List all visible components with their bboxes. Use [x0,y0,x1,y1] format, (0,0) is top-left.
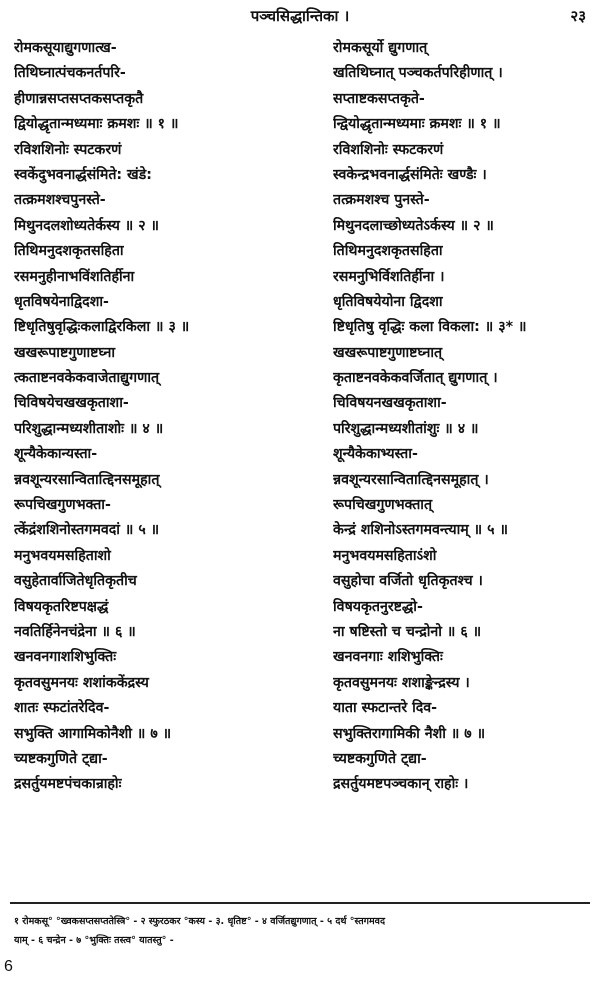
footnote-line: १ रोमकसू° °ख्वकसप्तसप्ततेस्त्रि° - २ स्फुरठकर °कस्य - ३. धृतिष्ट° - ४ वर्जितद्युगणात् - ५ दर्थ °स्तगमवद [14,916,385,927]
right-line: च्यष्टकगुणिते ट्द्या- [333,750,427,767]
right-line: सभुक्तिरागामिकी नैशी ॥ ७ ॥ [333,725,486,742]
right-line: रूपचिखगुणभक्तात् [333,497,433,514]
left-verse [14,138,299,240]
right-column [333,36,600,798]
left-line: तत्क्रमशश्चपुनस्ते- [14,192,106,209]
left-line: तिथिमनुदशकृतसहिता [14,243,124,260]
left-verse [14,645,299,747]
left-line: धृतविषयेनाद्विदशा- [14,293,109,310]
left-line: च्यष्टकगुणिते ट्द्या- [14,750,108,767]
right-line: मिथुनदलाच्छोध्यतेऽर्कस्य ॥ २ ॥ [333,217,494,234]
left-line: शून्यैकेकान्यस्ता- [14,446,98,463]
left-verse [14,341,299,443]
left-verse [14,239,299,341]
right-line: कृताष्टनवकेकवर्जितात् द्युगणात् । [333,370,498,387]
right-line: शून्यैकेकाभ्यस्ता- [333,446,418,463]
left-line: रसमनुहीनाभविंशतिर्हीना [14,268,135,285]
right-line: तिथिमनुदशकृतसहिता [333,243,443,260]
running-title: पञ्चसिद्धान्तिका । [250,7,350,25]
left-line: कृतवसुमनयः शशांककेंद्रस्य [14,674,149,691]
left-line: शातः स्फटांतरेदिव- [14,700,110,717]
left-line: त्कताष्टनवकेकवाजेताद्युगणात् [14,370,160,387]
left-line: हीणान्नसप्तसप्तकसप्तकृतै [14,90,144,107]
right-line: केन्द्रं शशिनोऽस्तगमवन्त्याम् ॥ ५ ॥ [333,522,508,539]
right-line: याता स्फटान्तरे दिव- [333,700,438,717]
right-line: मनुभवयमसहिताऽंशो [333,547,437,564]
left-line: रोमकसूयाद्युगणात्ख- [14,40,117,56]
right-verse [333,645,600,747]
right-line: विषयकृतनुरष्टद्धो- [333,598,423,615]
footnotes [14,912,590,950]
left-line: चिविषयेचखखकृताशा- [14,395,129,412]
left-line: द्वियोद्धृतान्मध्यमाः क्रमशः ॥ १ ॥ [14,116,179,133]
left-column [14,36,299,798]
left-verse [14,36,299,138]
left-line: खखरूपाष्टगुणाष्टघ्ना [14,344,115,361]
right-line: कृतवसुमनयः शशाङ्केन्द्रस्य । [333,674,470,691]
left-line: विषयकृतरिष्टपक्षद्धं [14,598,109,615]
right-line: रसमनुभिर्विशतिर्हीना । [333,268,445,285]
right-verse [333,341,600,443]
right-line: द्रसर्तुयमष्टपञ्चकान् राहोः । [333,776,469,793]
right-line: रविशशिनोः स्फटकरणं [333,141,444,158]
right-line: तत्क्रमशश्च पुनस्ते- [333,192,430,209]
right-line: खनवनगाः शशिभुक्तिः [333,649,443,666]
right-line: स्वकेन्द्रभवनार्द्धसंमितेः खण्डैः । [333,166,487,183]
page-header [0,6,600,28]
left-line: तिथिघ्नात्पंचकनर्तपरि- [14,65,126,82]
right-line: न्द्वियोद्धृतान्मध्यमाः क्रमशः ॥ १ ॥ [333,116,501,133]
left-verse [14,747,299,798]
right-verse [333,442,600,544]
left-line: मिथुनदलशोध्यतेर्कस्य ॥ २ ॥ [14,217,160,234]
footnote-line: याम् - ६ चन्द्रेन - ७ °भुक्तिः तस्त्व° यातस्तु° - [14,935,174,946]
left-line: स्वकेंदुभवनार्द्धसंमिते: खंडे: [14,166,152,183]
corner-mark: 6 [4,958,13,975]
right-verse [333,544,600,646]
right-line: धृतिविषयेयोना द्विदशा [333,293,443,310]
left-line: न्नवशून्यरसान्वितात्द्दिनसमूहात् [14,471,160,488]
left-line: ष्टिधृतिषुवृद्धिःकलाद्विरकिला ॥ ३ ॥ [14,319,190,336]
right-line: परिशुद्धान्मध्यशीतांशुः ॥ ४ ॥ [333,420,479,437]
right-line: ष्टिधृतिषु वृद्धिः कला विकला: ॥ ३* ॥ [333,319,527,336]
left-line: मनुभवयमसहिताशो [14,547,111,564]
right-line: ना षष्टिस्तो च चन्द्रोनो ॥ ६ ॥ [333,623,482,640]
left-line: द्रसर्तुयमष्टपंचकान्राहोः [14,776,122,793]
left-line: रूपचिखगुणभक्ता- [14,497,111,514]
right-verse [333,747,600,798]
left-line: रविशशिनोः स्पटकरणं [14,141,122,158]
left-line: सभुक्ति आगामिकोनैशी ॥ ७ ॥ [14,725,172,742]
right-verse [333,36,600,138]
footnote-rule [10,902,590,904]
left-verse [14,442,299,544]
right-line: खखरूपाष्टगुणाष्टघ्नात् [333,344,443,361]
right-line: न्नवशून्यरसान्वितात्द्दिनसमूहात् । [333,471,489,488]
left-line: नवतिर्हिनेनचंद्रेना ॥ ६ ॥ [14,623,136,640]
right-verse [333,239,600,341]
left-line: खनवनगाशशिभुक्तिः [14,649,117,666]
left-line: वसुहेतार्वाजितेधृतिकृतीच [14,573,137,590]
right-line: सप्ताष्टकसप्तकृते- [333,90,425,107]
right-line: रोमकसूर्यो द्युगणात् [333,40,428,56]
right-line: खतिथिघ्नात् पञ्चकर्तपरिहीणात् । [333,65,503,82]
left-verse [14,544,299,646]
left-line: परिशुद्धान्मध्यशीताशोः ॥ ४ ॥ [14,420,164,437]
right-verse [333,138,600,240]
left-line: त्केंद्रंशशिनोस्तगमवदां ॥ ५ ॥ [14,522,160,539]
right-line: वसुहोचा वर्जितो धृतिकृतश्च । [333,573,483,590]
page-number: २३ [570,7,586,25]
right-line: चिविषयनखखकृताशा- [333,395,447,412]
